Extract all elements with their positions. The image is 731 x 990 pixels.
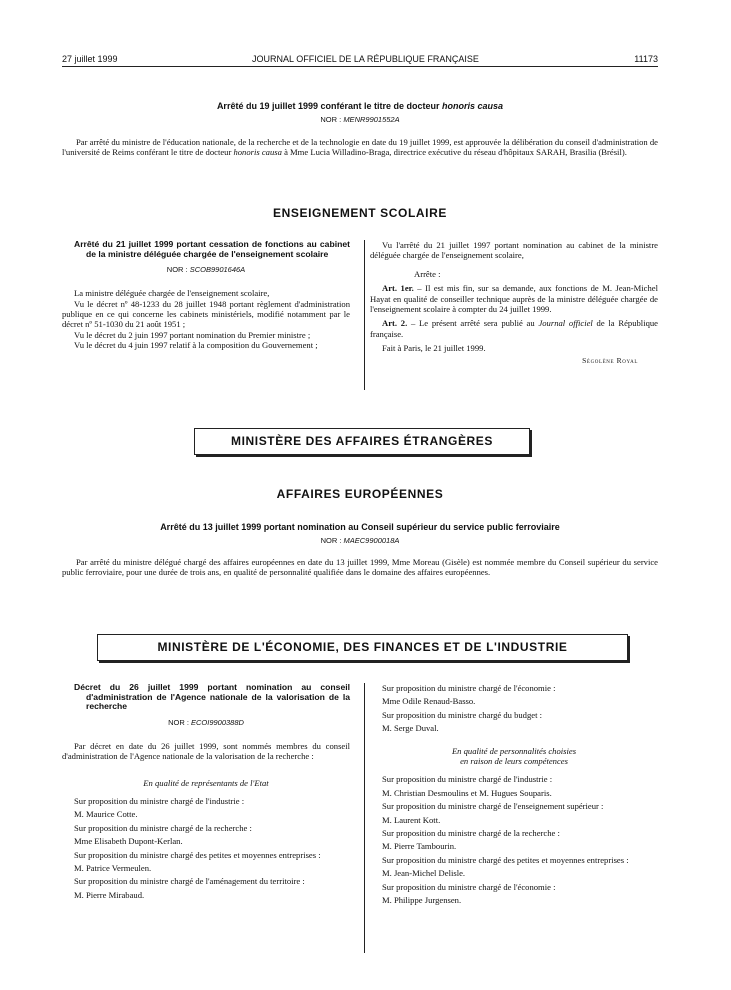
decret-right-bottom-name: M. Christian Desmoulins et M. Hugues Souparis. (382, 787, 552, 798)
decret-right-top-proposition: Sur proposition du ministre chargé de l'économie : (382, 683, 556, 693)
arrete-1-body-text: Par arrêté du ministre de l'éducation nationale, de la recherche et de la technologie en date du 19 juillet 1999, est approuvée la délibération du conseil d'administration de l'université de Reims conférant le titre de docteur (62, 137, 658, 158)
decret-left-proposition: Sur proposition du ministre chargé des petites et moyennes entreprises : (74, 849, 321, 860)
arrete-1-body (62, 137, 658, 158)
arrete-1-nor-label: NOR : (320, 115, 344, 124)
decret-left-proposition: Sur proposition du ministre chargé de l'industrie : (74, 796, 245, 806)
arrete-1-body-end: à Mme Lucia Willadino-Braga, directrice exécutive du réseau d'hôpitaux SARAH, Brasilia (Brésil). (281, 147, 627, 158)
decret-right-heading-1: En qualité de personnalités choisies (451, 745, 577, 756)
decret-right-bottom-proposition: Sur proposition du ministre chargé des petites et moyennes entreprises : (382, 854, 629, 865)
arrete-2-visa: La ministre déléguée chargée de l'enseignement scolaire, (74, 288, 270, 299)
arrete-2-art2-italic: Journal officiel (538, 318, 593, 329)
column-divider (364, 240, 365, 390)
arrete-3-nor (62, 536, 658, 545)
arrete-2-nor (62, 265, 350, 274)
decret-nor-code: ECOI9900388D (190, 717, 244, 727)
arrete-2-article-2 (370, 318, 658, 339)
arrete-1-nor (62, 115, 658, 124)
section-ministere-economie: MINISTÈRE DE L'ÉCONOMIE, DES FINANCES ET DE L'INDUSTRIE (97, 634, 628, 661)
decret-right-heading-2: en raison de leurs compétences (460, 756, 568, 767)
header-date: 27 juillet 1999 (62, 54, 118, 64)
arrete-1-title (62, 101, 658, 111)
arrete-2-visa-right: Vu l'arrêté du 21 juillet 1997 portant nomination au cabinet de la ministre déléguée chargée de l'enseignement scolaire, (370, 240, 658, 261)
arrete-2-arrete-word: Arrête : (414, 268, 441, 279)
decret-left-list (62, 796, 350, 900)
decret-right-bottom-name: M. Laurent Kott. (382, 814, 441, 825)
header-rule (62, 66, 658, 67)
decret-left-proposition: Sur proposition du ministre chargé de la recherche : (74, 822, 252, 833)
decret-left-heading: En qualité de représentants de l'Etat (143, 777, 269, 788)
decret-nor (62, 718, 350, 727)
arrete-2-art2-end: de la République française. (370, 318, 658, 339)
decret-intro: Par décret en date du 26 juillet 1999, sont nommés membres du conseil d'administration de l'Agence nationale de la valorisation de la recherche : (62, 740, 350, 762)
arrete-3-body (62, 557, 658, 578)
decret-right-column (370, 683, 658, 909)
section-ministere-affaires-etrangeres: MINISTÈRE DES AFFAIRES ÉTRANGÈRES (194, 428, 530, 455)
decret-right-bottom-proposition: Sur proposition du ministre chargé de l'industrie : (382, 774, 553, 785)
decret-left-name: M. Patrice Vermeulen. (74, 863, 152, 874)
decret-nor-label: NOR : (168, 717, 191, 727)
decret-left-name: M. Pierre Mirabaud. (74, 889, 145, 900)
arrete-2-visa: Vu le décret du 4 juin 1997 relatif à la composition du Gouvernement ; (74, 340, 318, 351)
decret-left-name: Mme Elisabeth Dupont-Kerlan. (74, 836, 183, 847)
arrete-2-art2-text: – Le présent arrêté sera publié au (407, 318, 539, 329)
decret-right-bottom-name: M. Jean-Michel Delisle. (382, 868, 466, 879)
decret-right-bottom-proposition: Sur proposition du ministre chargé de l'enseignement supérieur : (382, 801, 604, 812)
column-divider-2 (364, 683, 365, 953)
decret-left-column (62, 683, 350, 903)
arrete-2-left-column (62, 240, 350, 351)
arrete-1-body-italic: honoris causa (233, 147, 282, 158)
arrete-2-nor-code: SCOB9901646A (189, 265, 246, 275)
arrete-2-nor-label: NOR : (166, 265, 190, 275)
arrete-2-title: Arrêté du 21 juillet 1999 portant cessation de fonctions au cabinet de la ministre déléguée chargée de l'enseignement scolaire (74, 239, 350, 259)
arrete-2-art1-label: Art. 1er. (382, 283, 414, 294)
decret-left-proposition: Sur proposition du ministre chargé de l'aménagement du territoire : (74, 876, 305, 887)
decret-right-top-name: M. Serge Duval. (382, 723, 439, 734)
decret-left-name: M. Maurice Cotte. (74, 809, 138, 820)
decret-title: Décret du 26 juillet 1999 portant nomination au conseil d'administration de l'Agence nationale de la valorisation de la recherche (74, 682, 350, 712)
arrete-3-title: Arrêté du 13 juillet 1999 portant nomination au Conseil supérieur du service public ferroviaire (160, 522, 560, 532)
decret-right-bottom-list (370, 774, 658, 905)
arrete-2-visa: Vu le décret nº 48-1233 du 28 juillet 1948 portant règlement d'administration publique en ce qui concerne les cabinets ministériels, modifié notamment par le décret nº 51-1030 du 21 août 1951 ; (62, 298, 350, 330)
section-affaires-europeennes: AFFAIRES EUROPÉENNES (276, 487, 444, 501)
arrete-2-art1-text: – Il est mis fin, sur sa demande, aux fonctions de M. Jean-Michel Hayat en qualité de conseiller technique auprès de la ministre déléguée chargée de l'enseignement scolaire à compter du 24 juillet 1999. (370, 283, 658, 315)
decret-right-top-proposition: Sur proposition du ministre chargé du budget : (382, 709, 542, 720)
arrete-1-nor-code: MENR9901552A (343, 115, 400, 124)
arrete-3-nor-label: NOR : (320, 536, 344, 545)
header-journal: JOURNAL OFFICIEL DE LA RÉPUBLIQUE FRANÇAISE (252, 54, 479, 64)
decret-right-bottom-name: M. Pierre Tambourin. (382, 841, 457, 852)
section-enseignement-scolaire: ENSEIGNEMENT SCOLAIRE (273, 206, 447, 220)
arrete-1-title-text: Arrêté du 19 juillet 1999 conférant le titre de docteur (216, 101, 443, 111)
arrete-1-title-italic: honoris causa (442, 101, 504, 111)
arrete-2-right-column (370, 240, 658, 369)
decret-right-bottom-proposition: Sur proposition du ministre chargé de la recherche : (382, 828, 560, 839)
decret-right-top-list (370, 683, 658, 734)
arrete-2-article-1 (370, 283, 658, 314)
decret-right-bottom-proposition: Sur proposition du ministre chargé de l'économie : (382, 881, 556, 892)
arrete-3-body-text: Par arrêté du ministre délégué chargé des affaires européennes en date du 13 juillet 1999, Mme Moreau (Gisèle) est nommée membre du Conseil supérieur du service public ferroviaire, pour une durée de trois ans, en qualité de personnalité qualifiée dans le domaine des affaires européennes. (62, 557, 658, 578)
header-page-number: 11173 (634, 54, 658, 64)
arrete-2-art2-label: Art. 2. (382, 318, 408, 329)
arrete-2-visa: Vu le décret du 2 juin 1997 portant nomination du Premier ministre ; (74, 329, 311, 340)
arrete-2-signature: Ségolène Royal (582, 355, 638, 365)
arrete-3-nor-code: MAEC9900018A (343, 536, 400, 545)
arrete-2-fait: Fait à Paris, le 21 juillet 1999. (382, 343, 486, 354)
decret-right-bottom-name: M. Philippe Jurgensen. (382, 895, 462, 906)
decret-right-top-name: Mme Odile Renaud-Basso. (382, 696, 476, 707)
